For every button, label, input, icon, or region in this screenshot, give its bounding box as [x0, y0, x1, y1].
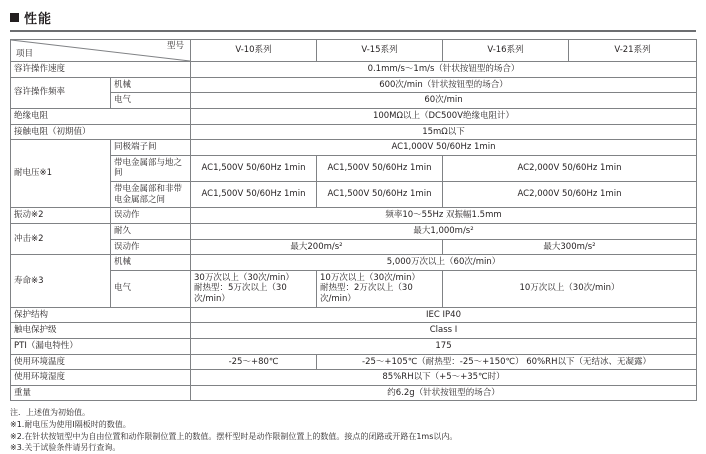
row-value-cell: AC1,500V 50/60Hz 1min: [191, 182, 317, 208]
row-item-label: 冲击※2: [11, 223, 111, 254]
table-row: [11, 124, 697, 140]
row-value-cell: 10万次以上（30次/min） 耐热型：2万次以上（30次/min）: [317, 270, 443, 307]
row-sub-label: 电气: [111, 270, 191, 307]
table-row: [11, 307, 697, 323]
row-value-cell: 0.1mm/s～1m/s（针状按钮型的场合）: [191, 62, 697, 78]
table-row: [11, 255, 697, 271]
row-value-cell: 最大1,000m/s²: [191, 223, 697, 239]
row-item-label: 容许操作速度: [11, 62, 191, 78]
row-value-cell: 约6.2g（针状按钮型的场合）: [191, 385, 697, 401]
header-model-col-1: V-10系列: [191, 40, 317, 62]
table-row: [11, 140, 697, 156]
table-row: [11, 62, 697, 78]
table-row: [11, 270, 697, 307]
row-value-cell: IEC IP40: [191, 307, 697, 323]
row-item-label: 接触电阻（初期值）: [11, 124, 191, 140]
page-title-label: 性能: [24, 12, 53, 27]
row-value-cell: 60次/min: [191, 93, 697, 109]
row-sub-label: 带电金属部与地之间: [111, 155, 191, 181]
row-item-label: 使用环境湿度: [11, 370, 191, 386]
specification-table: [10, 39, 697, 401]
table-row: [11, 77, 697, 93]
row-value-cell: 175: [191, 338, 697, 354]
header-model-col-2: V-15系列: [317, 40, 443, 62]
header-model-label: 型号: [166, 41, 184, 51]
header-item-label: 项目: [16, 49, 34, 59]
row-sub-label: 机械: [111, 255, 191, 271]
row-value-cell: 10万次以上（30次/min）: [443, 270, 697, 307]
table-row: [11, 323, 697, 339]
footnote-line-4: ※3.关于试验条件请另行查询。: [10, 443, 121, 453]
row-value-cell: -25～+80℃: [191, 354, 317, 370]
row-item-label: 保护结构: [11, 307, 191, 323]
table-row: [11, 182, 697, 208]
row-sub-label: 误动作: [111, 208, 191, 224]
row-sub-label: 耐久: [111, 223, 191, 239]
row-sub-label: 同极端子间: [111, 140, 191, 156]
table-row: [11, 155, 697, 181]
row-item-label: 寿命※3: [11, 255, 111, 308]
row-value-cell: AC1,000V 50/60Hz 1min: [191, 140, 697, 156]
row-value-cell: 100MΩ以上（DC500V绝缘电阻计）: [191, 108, 697, 124]
row-value-cell: AC2,000V 50/60Hz 1min: [443, 182, 697, 208]
table-row: [11, 208, 697, 224]
row-value-cell: AC1,500V 50/60Hz 1min: [317, 155, 443, 181]
row-value-cell: AC1,500V 50/60Hz 1min: [191, 155, 317, 181]
table-row: [11, 370, 697, 386]
row-value-cell: 5,000万次以上（60次/min）: [191, 255, 697, 271]
row-item-label: 使用环境温度: [11, 354, 191, 370]
table-row: [11, 93, 697, 109]
row-value-cell: 15mΩ以下: [191, 124, 697, 140]
row-value-cell: 频率10～55Hz 双振幅1.5mm: [191, 208, 697, 224]
row-value-cell: AC2,000V 50/60Hz 1min: [443, 155, 697, 181]
header-model-col-3: V-16系列: [443, 40, 569, 62]
header-model-col-4: V-21系列: [569, 40, 697, 62]
row-item-label: 振动※2: [11, 208, 111, 224]
row-value-cell: 30万次以上（30次/min） 耐热型：5万次以上（30次/min）: [191, 270, 317, 307]
page-title: [10, 8, 696, 32]
row-value-cell: 最大300m/s²: [443, 239, 697, 255]
row-item-label: PTI（漏电特性）: [11, 338, 191, 354]
row-value-cell: AC1,500V 50/60Hz 1min: [317, 182, 443, 208]
row-item-label: 耐电压※1: [11, 140, 111, 208]
table-row: [11, 385, 697, 401]
footnote-line-2: ※1.耐电压为使用Ⅰ隔板时的数值。: [10, 419, 131, 429]
footnote-line-1: 注．上述值为初始值。: [10, 408, 90, 418]
row-item-label: 触电保护级: [11, 323, 191, 339]
row-value-cell: -25～+105℃（耐热型：-25～+150℃） 60%RH以下（无结冰、无凝露）: [317, 354, 697, 370]
row-item-label: 重量: [11, 385, 191, 401]
row-sub-label: 机械: [111, 77, 191, 93]
row-sub-label: 电气: [111, 93, 191, 109]
row-value-cell: 85%RH以下（+5～+35℃时）: [191, 370, 697, 386]
row-sub-label: 误动作: [111, 239, 191, 255]
bullet-square-icon: [10, 13, 19, 22]
footnotes: [10, 407, 696, 453]
row-value-cell: 最大200m/s²: [191, 239, 443, 255]
table-row: [11, 338, 697, 354]
row-item-label: 绝缘电阻: [11, 108, 191, 124]
row-value-cell: Class Ⅰ: [191, 323, 697, 339]
table-row: [11, 354, 697, 370]
diagonal-divider-icon: [11, 40, 190, 61]
table-row: [11, 223, 697, 239]
footnote-line-3: ※2.在针状按钮型中为自由位置和动作限制位置上的数值。摆杆型时是动作限制位置上的数值。接点的闭路或开路在1ms以内。: [10, 431, 458, 441]
header-item-model-cell: [11, 40, 191, 62]
table-header-row: [11, 40, 697, 62]
row-item-label: 容许操作频率: [11, 77, 111, 108]
row-sub-label: 带电金属部和非带电金属部之间: [111, 182, 191, 208]
row-value-cell: 600次/min（针状按钮型的场合）: [191, 77, 697, 93]
table-row: [11, 108, 697, 124]
table-row: [11, 239, 697, 255]
